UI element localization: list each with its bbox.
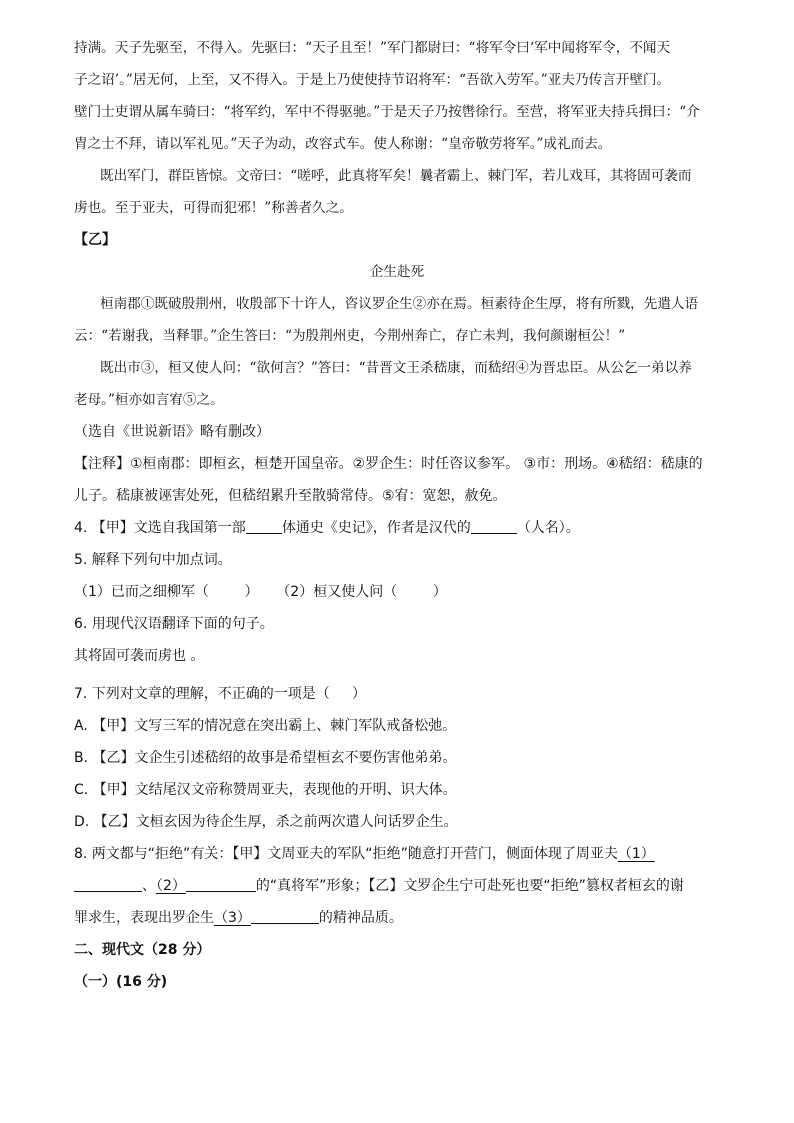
question-8-blank-3[interactable] [251, 909, 319, 924]
question-6-sentence: 其将固可袭而虏也 。 [74, 648, 205, 664]
passage-jia-line-2: 子之诏’。”居无何，上至，又不得入。于是上乃使使持节诏将军：“吾欲入劳军。”亚夫乃传言开壁门。 [74, 72, 671, 88]
question-6-stem: 6. 用现代汉语翻译下面的句子。 [74, 616, 274, 632]
question-7-option-a[interactable]: A. 【甲】文写三军的情况意在突出霸上、棘门军队戒备松弛。 [74, 718, 457, 734]
question-8-sep: 、 [142, 878, 156, 894]
question-8-line-1 [74, 844, 669, 864]
question-4-part-a: 4. 【甲】文选自我国第一部 [74, 520, 246, 536]
passage-jia-line-6: 虏也。至于亚夫，可得而犯邪！”称善者久之。 [74, 200, 353, 216]
passage-yi-line-4: 老母。”桓亦如言宥⑤之。 [74, 392, 224, 408]
passage-yi-line-2: 云：“若谢我，当释罪。”企生答曰：“为殷荆州吏，今荆州奔亡，存亡未判，我何颜谢桓公！” [74, 328, 626, 344]
question-8-middle: 的“真将军”形象；【乙】文罗企生宁可赴死也要“拒绝”篡权者桓玄的谢 [255, 878, 684, 894]
question-8-tail-b: 的精神品质。 [318, 910, 403, 926]
question-8-blank-3-label: （3） [214, 910, 251, 926]
passage-jia-line-5: 既出军门，群臣皆惊。文帝曰：“嗟呼，此真将军矣！曩者霸上、棘门军，若儿戏耳，其将固可袭而 [100, 168, 692, 184]
question-7-option-b[interactable]: B. 【乙】文企生引述嵇绍的故事是希望桓玄不要伤害他弟弟。 [74, 750, 457, 766]
section-yi-label: 【乙】 [74, 232, 116, 248]
passage-jia-line-1: 持满。天子先驱至，不得入。先驱曰：“天子且至！”军门都尉曰：“将军令曰‘军中闻将军令，不闻天 [74, 40, 671, 56]
passage-yi-source: （选自《世说新语》略有删改） [74, 424, 270, 440]
question-5-stem: 5. 解释下列句中加点词。 [74, 552, 232, 568]
question-7-stem: 7. 下列对文章的理解，不正确的一项是（ ） [74, 686, 367, 702]
question-4-part-b: 体通史《史记》，作者是汉代的 [281, 520, 471, 536]
question-7-option-d[interactable]: D. 【乙】文桓玄因为待企生厚，杀之前两次遣人问话罗企生。 [74, 814, 458, 830]
question-8-blank-1-cont[interactable] [74, 877, 142, 892]
section-2-subsection: （一）(16 分) [74, 974, 168, 990]
passage-yi-title: 企生赴死 [369, 264, 425, 280]
section-2-title: 二、现代文（28 分） [74, 942, 211, 958]
question-4 [74, 518, 580, 538]
question-4-blank-2[interactable] [471, 519, 517, 534]
question-8-line-2 [74, 876, 684, 896]
passage-jia-line-3: 壁门士吏谓从属车骑曰：“将军约，军中不得驱驰。”于是天子乃按辔徐行。至营，将军亚夫持兵揖曰：“介 [74, 104, 700, 120]
question-8-blank-2-label: （2） [156, 878, 186, 894]
question-8-line-3 [74, 908, 403, 928]
question-4-blank-1[interactable] [246, 519, 282, 534]
notes-line-1: 【注释】①桓南郡：即桓玄，桓楚开国皇帝。②罗企生：时任咨议参军。 ③市：刑场。④嵇绍：嵇康的 [74, 456, 703, 472]
question-8-blank-1[interactable]: （1） [617, 846, 655, 862]
question-7-option-c[interactable]: C. 【甲】文结尾汉文帝称赞周亚夫，表现他的开明、识大体。 [74, 782, 457, 798]
question-8-stem: 8. 两文都与“拒绝”有关：【甲】文周亚夫的军队“拒绝”随意打开营门，侧面体现了周亚夫 [74, 846, 618, 862]
passage-yi-line-1: 桓南郡①既破殷荆州，收殷部下十许人，咨议罗企生②亦在焉。桓素待企生厚，将有所戮，先遣人语 [100, 296, 699, 312]
passage-yi-line-3: 既出市③，桓又使人问：“欲何言？”答曰：“昔晋文王杀嵇康，而嵇绍④为晋忠臣。从公乞一弟以养 [100, 360, 692, 376]
notes-line-2: 儿子。嵇康被诬害处死，但嵇绍累升至散骑常侍。⑤宥：宽恕，赦免。 [74, 488, 507, 504]
passage-jia-line-4: 胄之士不拜，请以军礼见。”天子为动，改容式车。使人称谢：“皇帝敬劳将军。”成礼而去。 [74, 136, 612, 152]
question-8-blank-2[interactable] [186, 877, 256, 892]
question-4-part-c: （人名）。 [516, 520, 580, 536]
question-8-tail-a: 罪求生，表现出罗企生 [74, 910, 214, 926]
question-5-items: （1）已而之细柳军（ ） （2）桓又使人问（ ） [74, 584, 447, 600]
